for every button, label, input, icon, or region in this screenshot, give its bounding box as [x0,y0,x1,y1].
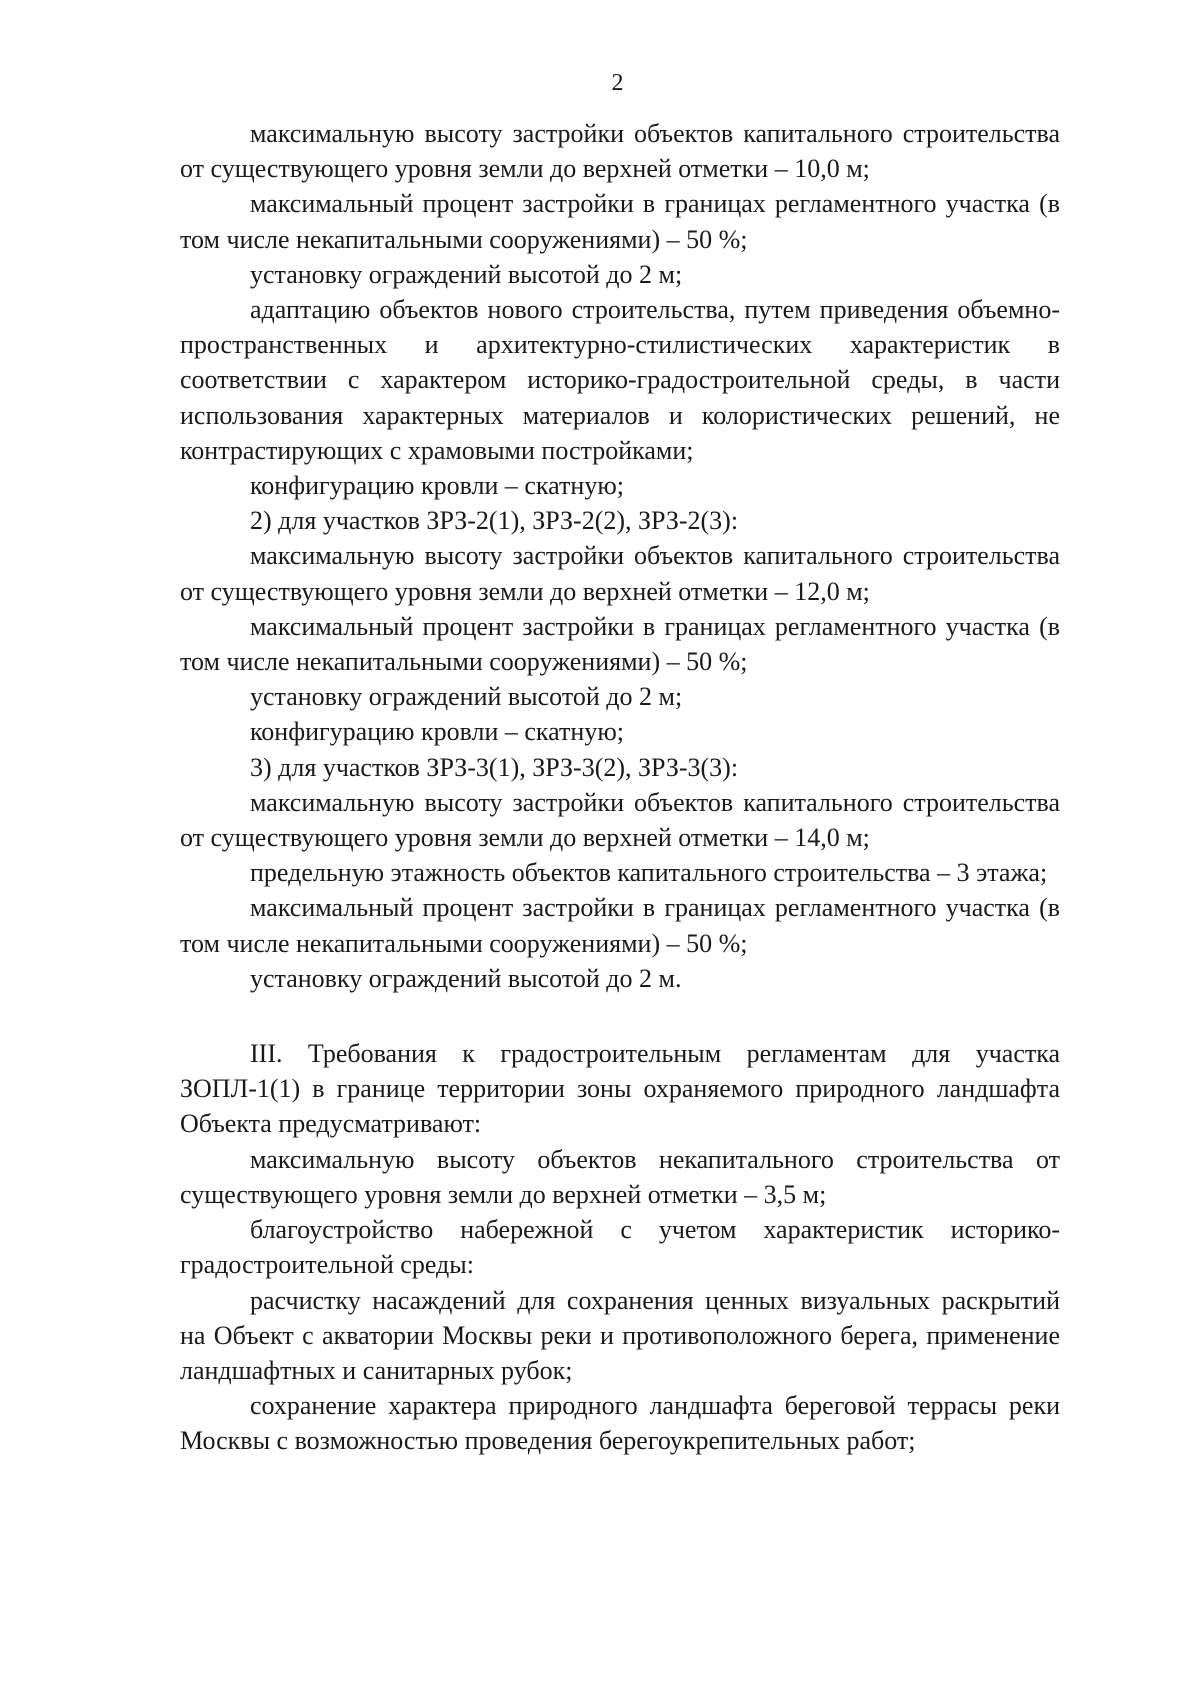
paragraph-roof-zrz1: конфигурацию кровли – скатную; [250,471,624,501]
paragraph-floors-zrz3: предельную этажность объектов капитального строительства – 3 этажа; [250,858,1048,888]
paragraph-max-height-zrz3: максимальную высоту застройки объектов капитального строительства от существующего уровня земли до верхней отметки – 14,0 м; [180,787,1060,853]
paragraph-heading-zrz2: 2) для участков ЗРЗ-2(1), ЗРЗ-2(2), ЗРЗ-2(3): [250,506,739,536]
paragraph-max-percent-zrz1: максимальный процент застройки в границах регламентного участка (в том числе некапитальными сооружениями) – 50 %; [180,189,1060,254]
paragraph-heading-zrz3: 3) для участков ЗРЗ-3(1), ЗРЗ-3(2), ЗРЗ-3(3): [250,752,739,782]
page-number: 2 [611,70,624,96]
paragraph-embankment: благоустройство набережной с учетом характеристик историко-градостроительной среды: [180,1215,1060,1280]
paragraph-max-height-zrz1: максимальную высоту застройки объектов капитального строительства от существующего уровня земли до верхней отметки – 10,0 м; [180,119,1060,184]
paragraph-max-percent-zrz2: максимальный процент застройки в границах регламентного участка (в том числе некапитальными сооружениями) – 50 %; [180,611,1060,677]
section-heading-iii: III. Требования к градостроительным регламентам для участка ЗОПЛ-1(1) в границе территории зоны охраняемого природного ландшафта Объекта предусматривают: [180,1039,1060,1139]
paragraph-max-percent-zrz3: максимальный процент застройки в границах регламентного участка (в том числе некапитальными сооружениями) – 50 %; [180,893,1060,958]
paragraph-max-height-zrz2: максимальную высоту застройки объектов капитального строительства от существующего уровня земли до верхней отметки – 12,0 м; [180,541,1060,606]
paragraph-adaptation: адаптацию объектов нового строительства, путем приведения объемно-пространственных и архитектурно-стилистических характеристик в соответствии с характером историко-градостроительной среды, в части использования характерных материалов и колористических решений, не контрастирующих с храмовыми постройками; [180,295,1060,465]
paragraph-landscape: сохранение характера природного ландшафта береговой террасы реки Москвы с возможностью проведения берегоукрепительных работ; [180,1391,1060,1456]
paragraph-fence-zrz2: установку ограждений высотой до 2 м; [250,682,683,712]
paragraph-clearing: расчистку насаждений для сохранения ценных визуальных раскрытий на Объект с акватории Москвы реки и противоположного берега, применение ландшафтных и санитарных рубок; [180,1285,1060,1385]
paragraph-max-height-zopl: максимальную высоту объектов некапитального строительства от существующего уровня земли до верхней отметки – 3,5 м; [180,1144,1060,1209]
paragraph-roof-zrz2: конфигурацию кровли – скатную; [250,717,624,747]
paragraph-fence-zrz3: установку ограждений высотой до 2 м. [250,963,682,993]
paragraph-fence-zrz1: установку ограждений высотой до 2 м; [250,259,683,289]
document-body [180,116,1060,1459]
